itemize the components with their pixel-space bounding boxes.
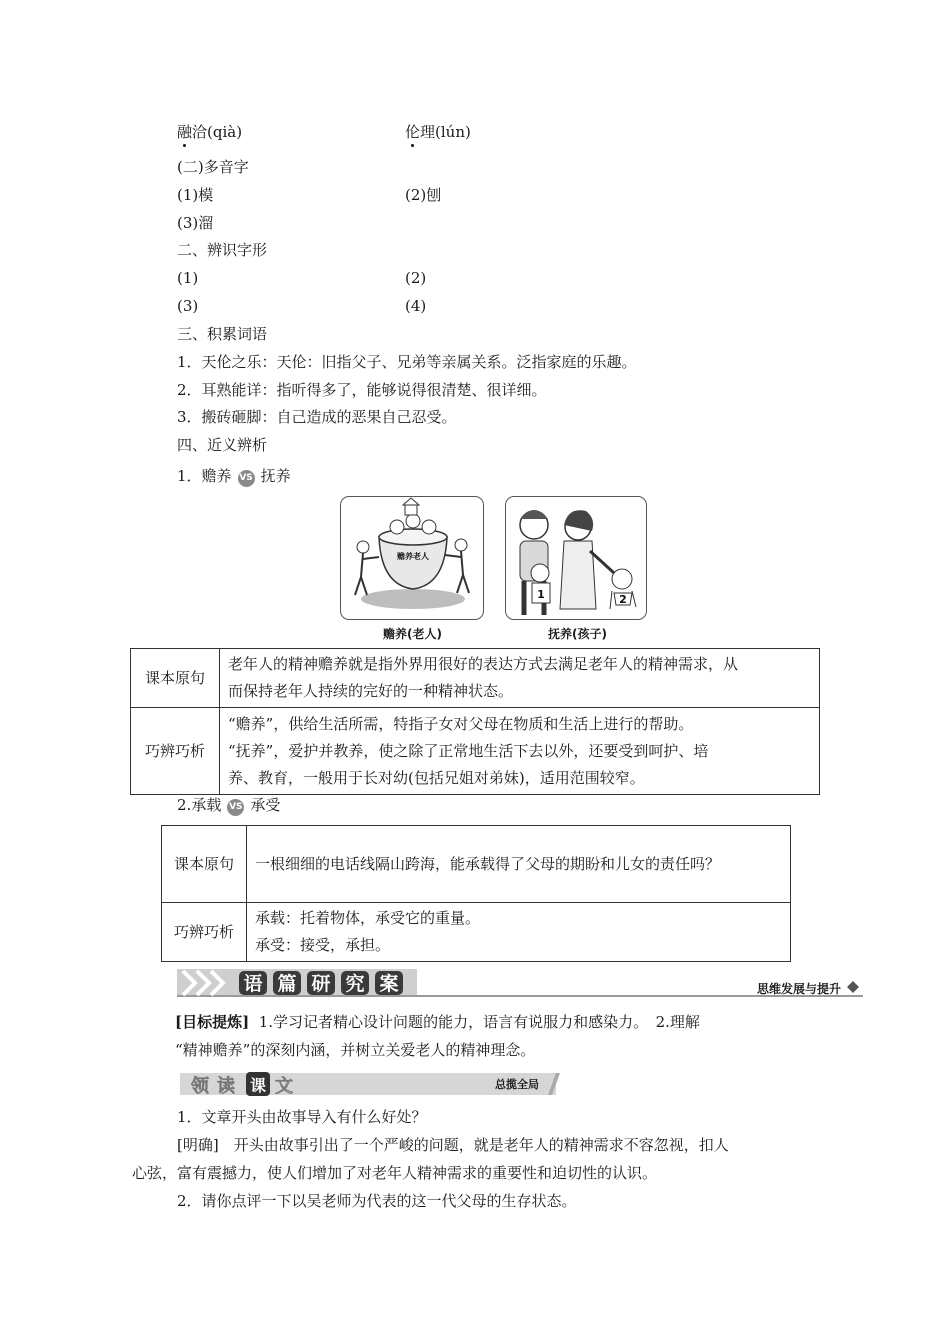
banner-reading-subtitle: 总揽全局 (495, 1078, 539, 1091)
vocab-item-3: 3．搬砖砸脚：自己造成的恶果自己忍受。 (177, 408, 457, 426)
synonym-pair-1: 1．赡养 VS 抚养 (177, 467, 291, 485)
table-body-cell: “赡养”，供给生活所需，特指子女对父母在物质和生活上进行的帮助。 “抚养”，爱护并教养，使之除了正常地生活下去以外，还要受到呵护、培 养、教育，一般用于长对幼(包括兄姐对弟妹)，适用范围较窄。 (220, 708, 820, 795)
vocab-heading: 三、积累词语 (177, 325, 268, 343)
banner-char: 究 (345, 973, 365, 995)
kid1-number: 1 (537, 588, 545, 601)
vs-icon: VS (238, 470, 255, 487)
banner-char: 文 (275, 1076, 293, 1097)
banner-char: 篇 (277, 973, 297, 995)
polyphonic-heading: (二)多音字 (177, 158, 249, 176)
kid2-number: 2 (619, 593, 627, 606)
banner-char: 课 (249, 1076, 267, 1095)
glyphs-item-2: (2) (405, 269, 427, 287)
synonym-table-2 (161, 825, 791, 962)
reading-question-1: 1．文章开头由故事导入有什么好处？ (177, 1108, 427, 1126)
synonym-table-1 (130, 648, 820, 795)
table-body-cell: 老年人的精神赡养就是指外界用很好的表达方式去满足老年人的精神需求，从 而保持老年人持续的完好的一种精神状态。 (220, 649, 820, 708)
table-head-cell: 课本原句 (162, 826, 247, 903)
banner-char: 语 (243, 973, 263, 995)
support-elderly-drawing (341, 497, 483, 619)
table-head-cell: 课本原句 (131, 649, 220, 708)
table-head-cell: 巧辨巧析 (162, 903, 247, 962)
illustration-support-elderly (340, 496, 484, 620)
glyphs-item-4: (4) (405, 297, 427, 315)
polyphonic-item-1: (1)模 (177, 186, 214, 204)
banner-char: 读 (217, 1076, 235, 1097)
table-body-cell: 承载：托着物体，承受它的重量。 承受：接受，承担。 (247, 903, 791, 962)
table-head-cell: 巧辨巧析 (131, 708, 220, 795)
vocab-item-2: 2．耳熟能详：指听得多了，能够说得很清楚、很详细。 (177, 381, 547, 399)
caption-left: 赡养(老人) (383, 627, 442, 641)
pronunciation-item-2: 伦理(lún) (405, 123, 471, 141)
goal-line-2: “精神赡养”的深刻内涵，并树立关爱老人的精神理念。 (175, 1041, 536, 1059)
reading-question-2: 2．请你点评一下以吴老师为代表的这一代父母的生存状态。 (177, 1192, 577, 1210)
table-row (162, 903, 791, 962)
synonyms-heading: 四、近义辨析 (177, 436, 268, 454)
synonym-pair-2: 2.承载 VS 承受 (177, 796, 281, 814)
raise-children-drawing (506, 497, 646, 619)
glyphs-item-1: (1) (177, 269, 199, 287)
illustration-raise-children (505, 496, 647, 620)
glyphs-heading: 二、辨识字形 (177, 241, 268, 259)
reading-answer-1-line-2: 心弦，富有震撼力，使人们增加了对老年人精神需求的重要性和迫切性的认识。 (132, 1164, 658, 1182)
reading-answer-1-line-1: [明确] 开头由故事引出了一个严峻的问题，就是老年人的精神需求不容忽视，扣人 (177, 1136, 729, 1154)
answer-tag: [明确] (177, 1136, 219, 1154)
banner-research-subtitle: 思维发展与提升 (757, 982, 842, 996)
goal-tag: [目标提炼] (175, 1013, 250, 1031)
table-row (131, 708, 820, 795)
pot-label: 赡养老人 (397, 552, 429, 561)
caption-right: 抚养(孩子) (548, 627, 607, 641)
banner-char: 研 (311, 973, 331, 995)
goal-line-1: [目标提炼] 1.学习记者精心设计问题的能力，语言有说服力和感染力。 2.理解 (175, 1013, 700, 1031)
emphasis-dot-char: 融 (177, 123, 193, 141)
polyphonic-item-3: (3)溜 (177, 214, 214, 232)
polyphonic-item-2: (2)刨 (405, 186, 442, 204)
table-body-cell: 一根细细的电话线隔山跨海，能承载得了父母的期盼和儿女的责任吗？ (247, 826, 791, 903)
table-row (131, 649, 820, 708)
emphasis-dot-char: 伦 (405, 123, 421, 141)
glyphs-item-3: (3) (177, 297, 199, 315)
vocab-item-1: 1．天伦之乐：天伦：旧指父子、兄弟等亲属关系。泛指家庭的乐趣。 (177, 353, 637, 371)
table-row (162, 826, 791, 903)
vs-icon: VS (227, 799, 244, 816)
pronunciation-item-1: 融洽(qià) (177, 123, 243, 141)
banner-char: 领 (191, 1076, 209, 1097)
banner-char: 案 (379, 973, 399, 995)
